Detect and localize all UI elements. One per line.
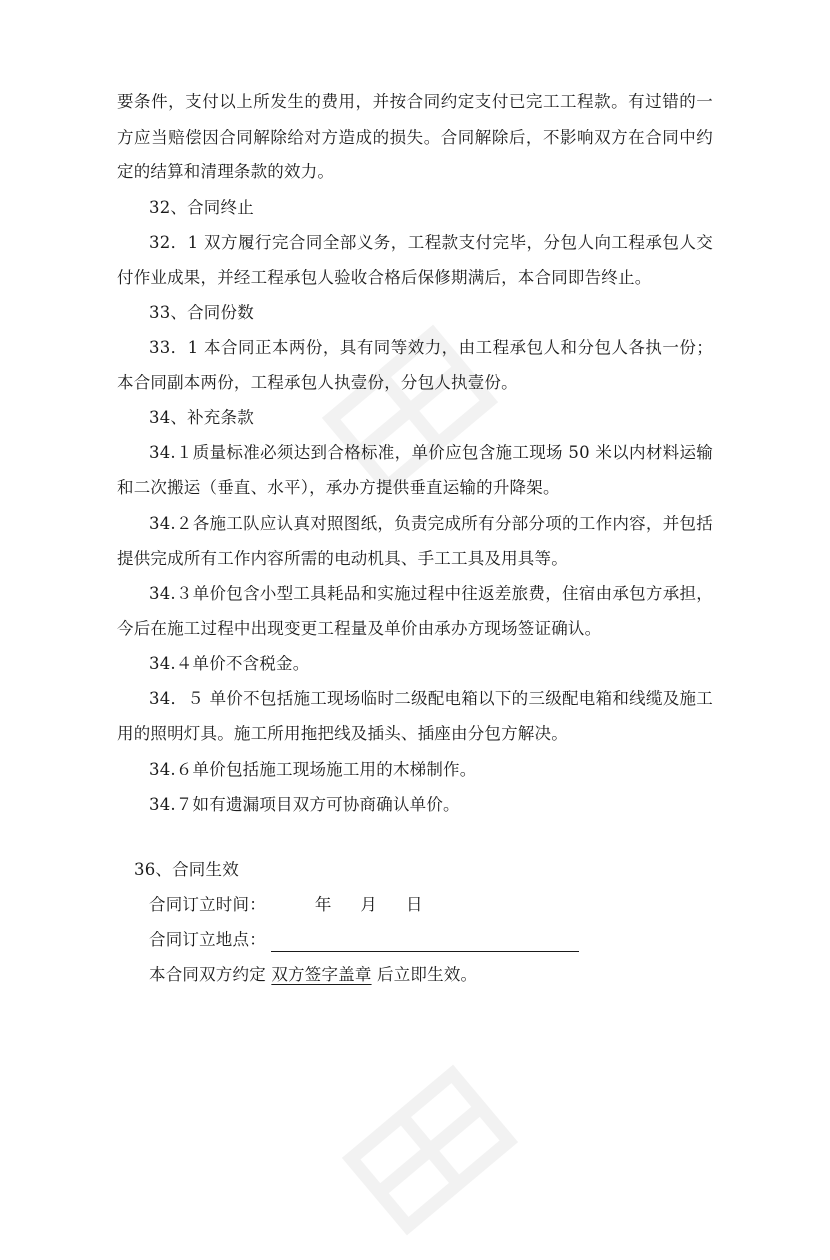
effect-underlined: 双方签字盖章: [271, 965, 372, 984]
clause-34-1-cont: 和二次搬运（垂直、水平），承办方提供垂直运输的升降架。: [117, 478, 560, 497]
effect-prefix: 本合同双方约定: [149, 965, 266, 984]
clause-33-1-cont: 本合同副本两份，工程承包人执壹份，分包人执壹份。: [117, 373, 518, 392]
clause-33-1: 33．1 本合同正本两份，具有同等效力，由工程承包人和分包人各执一份；: [149, 338, 713, 357]
signing-place-blank[interactable]: [271, 931, 579, 952]
signing-place-row: [149, 928, 579, 952]
clause-34-2: 34.２各施工队应认真对照图纸，负责完成所有分部分项的工作内容，并包括: [149, 514, 713, 533]
clause-32-1-cont: 付作业成果，并经工程承包人验收合格后保修期满后，本合同即告终止。: [117, 268, 652, 287]
clause-32-1: 32．1 双方履行完合同全部义务，工程款支付完毕，分包人向工程承包人交: [149, 233, 713, 252]
signing-place-label: 合同订立地点：: [149, 930, 266, 949]
paragraph-line: 方应当赔偿因合同解除给对方造成的损失。合同解除后，不影响双方在合同中约: [117, 128, 713, 147]
clause-34-7: 34.７如有遗漏项目双方可协商确认单价。: [149, 795, 460, 814]
clause-34-1: 34.１质量标准必须达到合格标准，单价应包含施工现场 50 米以内材料运输: [149, 443, 713, 462]
signing-year-label: 年: [314, 895, 332, 914]
clause-34-5: 34．５ 单价不包括施工现场临时二级配电箱以下的三级配电箱和线缆及施工: [149, 689, 713, 708]
paragraph-line: 定的结算和清理条款的效力。: [117, 162, 335, 181]
signing-date-label: 合同订立时间：: [149, 895, 266, 914]
signing-date-row: [149, 893, 423, 917]
clause-34-4: 34.４单价不含税金。: [149, 654, 310, 673]
watermark-mark-lower: [320, 1040, 540, 1260]
section-heading-32: 32、合同终止: [149, 198, 254, 217]
effect-suffix: 后立即生效。: [377, 965, 478, 984]
clause-34-3-cont: 今后在施工过程中出现变更工程量及单价由承办方现场签证确认。: [117, 619, 602, 638]
section-heading-36: 36、合同生效: [134, 860, 239, 879]
clause-34-5-cont: 用的照明灯具。施工所用拖把线及插头、插座由分包方解决。: [117, 724, 568, 743]
clause-34-3: 34.３单价包含小型工具耗品和实施过程中往返差旅费，住宿由承包方承担，: [149, 584, 713, 603]
effect-clause: [149, 963, 477, 987]
clause-34-2-cont: 提供完成所有工作内容所需的电动机具、手工工具及用具等。: [117, 549, 568, 568]
section-heading-34: 34、补充条款: [149, 408, 254, 427]
paragraph-line: 要条件，支付以上所发生的费用，并按合同约定支付已完工工程款。有过错的一: [117, 92, 713, 111]
section-heading-33: 33、合同份数: [149, 303, 254, 322]
clause-34-6: 34.６单价包括施工现场施工用的木梯制作。: [149, 760, 477, 779]
signing-day-label: 日: [406, 895, 423, 914]
signing-month-label: 月: [360, 895, 378, 914]
